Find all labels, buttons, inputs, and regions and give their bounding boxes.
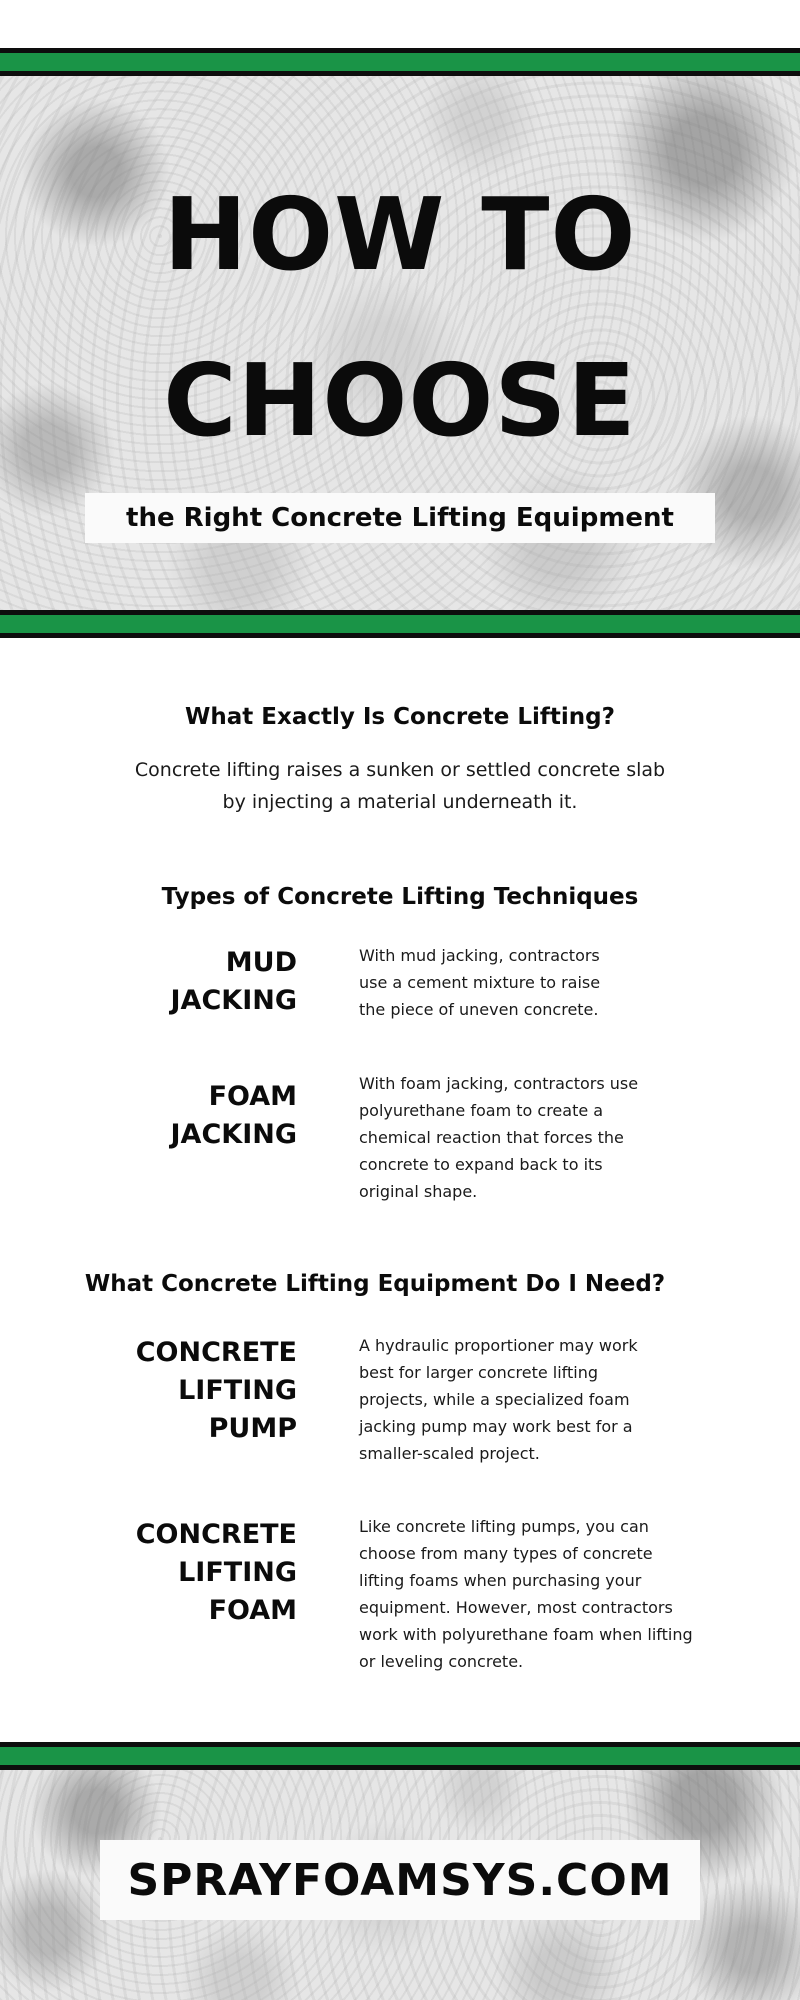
hero-title-line2: CHOOSE — [163, 342, 637, 459]
footer-website-url[interactable]: SPRAYFOAMSYS.COM — [127, 1855, 673, 1906]
equipment-text-pump: A hydraulic proportioner may work best for larger concrete lifting projects, while a specialized foam jacking pump may work best for a smaller-scaled project. — [359, 1336, 638, 1463]
equipment-label-pump — [60, 1334, 297, 1448]
technique-label-foam-jacking — [60, 1078, 297, 1154]
hero-title-line1: HOW TO — [163, 176, 637, 293]
section-intro-text: Concrete lifting raises a sunken or settled concrete slab by injecting a material underneath it. — [134, 759, 666, 813]
hero-subtitle: the Right Concrete Lifting Equipment — [126, 503, 674, 533]
label-line: LIFTING — [178, 1375, 297, 1406]
section-heading-what-is: What Exactly Is Concrete Lifting? — [185, 704, 615, 730]
section-heading-techniques: Types of Concrete Lifting Techniques — [161, 884, 639, 910]
header-top-stripe — [0, 48, 800, 76]
technique-text-foam-jacking: With foam jacking, contractors use polyurethane foam to create a chemical reaction that forces the concrete to expand back to its original shape. — [359, 1074, 639, 1201]
label-line: JACKING — [170, 1119, 297, 1150]
header-bottom-stripe — [0, 610, 800, 638]
technique-text-mud-jacking: With mud jacking, contractors use a cement mixture to raise the piece of uneven concrete. — [359, 946, 601, 1019]
label-line: CONCRETE — [135, 1519, 297, 1550]
label-line: CONCRETE — [135, 1337, 297, 1368]
section-heading-equipment: What Concrete Lifting Equipment Do I Need? — [84, 1271, 666, 1297]
label-line: JACKING — [170, 985, 297, 1016]
label-line: PUMP — [208, 1413, 297, 1444]
label-line: FOAM — [208, 1595, 297, 1626]
equipment-text-foam: Like concrete lifting pumps, you can choose from many types of concrete lifting foams when purchasing your equipment. However, most contractors work with polyurethane foam when lifting or leveling concrete. — [359, 1517, 693, 1671]
technique-label-mud-jacking — [60, 944, 297, 1020]
label-line: FOAM — [208, 1081, 297, 1112]
label-line: MUD — [225, 947, 297, 978]
label-line: LIFTING — [178, 1557, 297, 1588]
equipment-label-foam — [60, 1516, 297, 1630]
footer-top-stripe — [0, 1742, 800, 1770]
